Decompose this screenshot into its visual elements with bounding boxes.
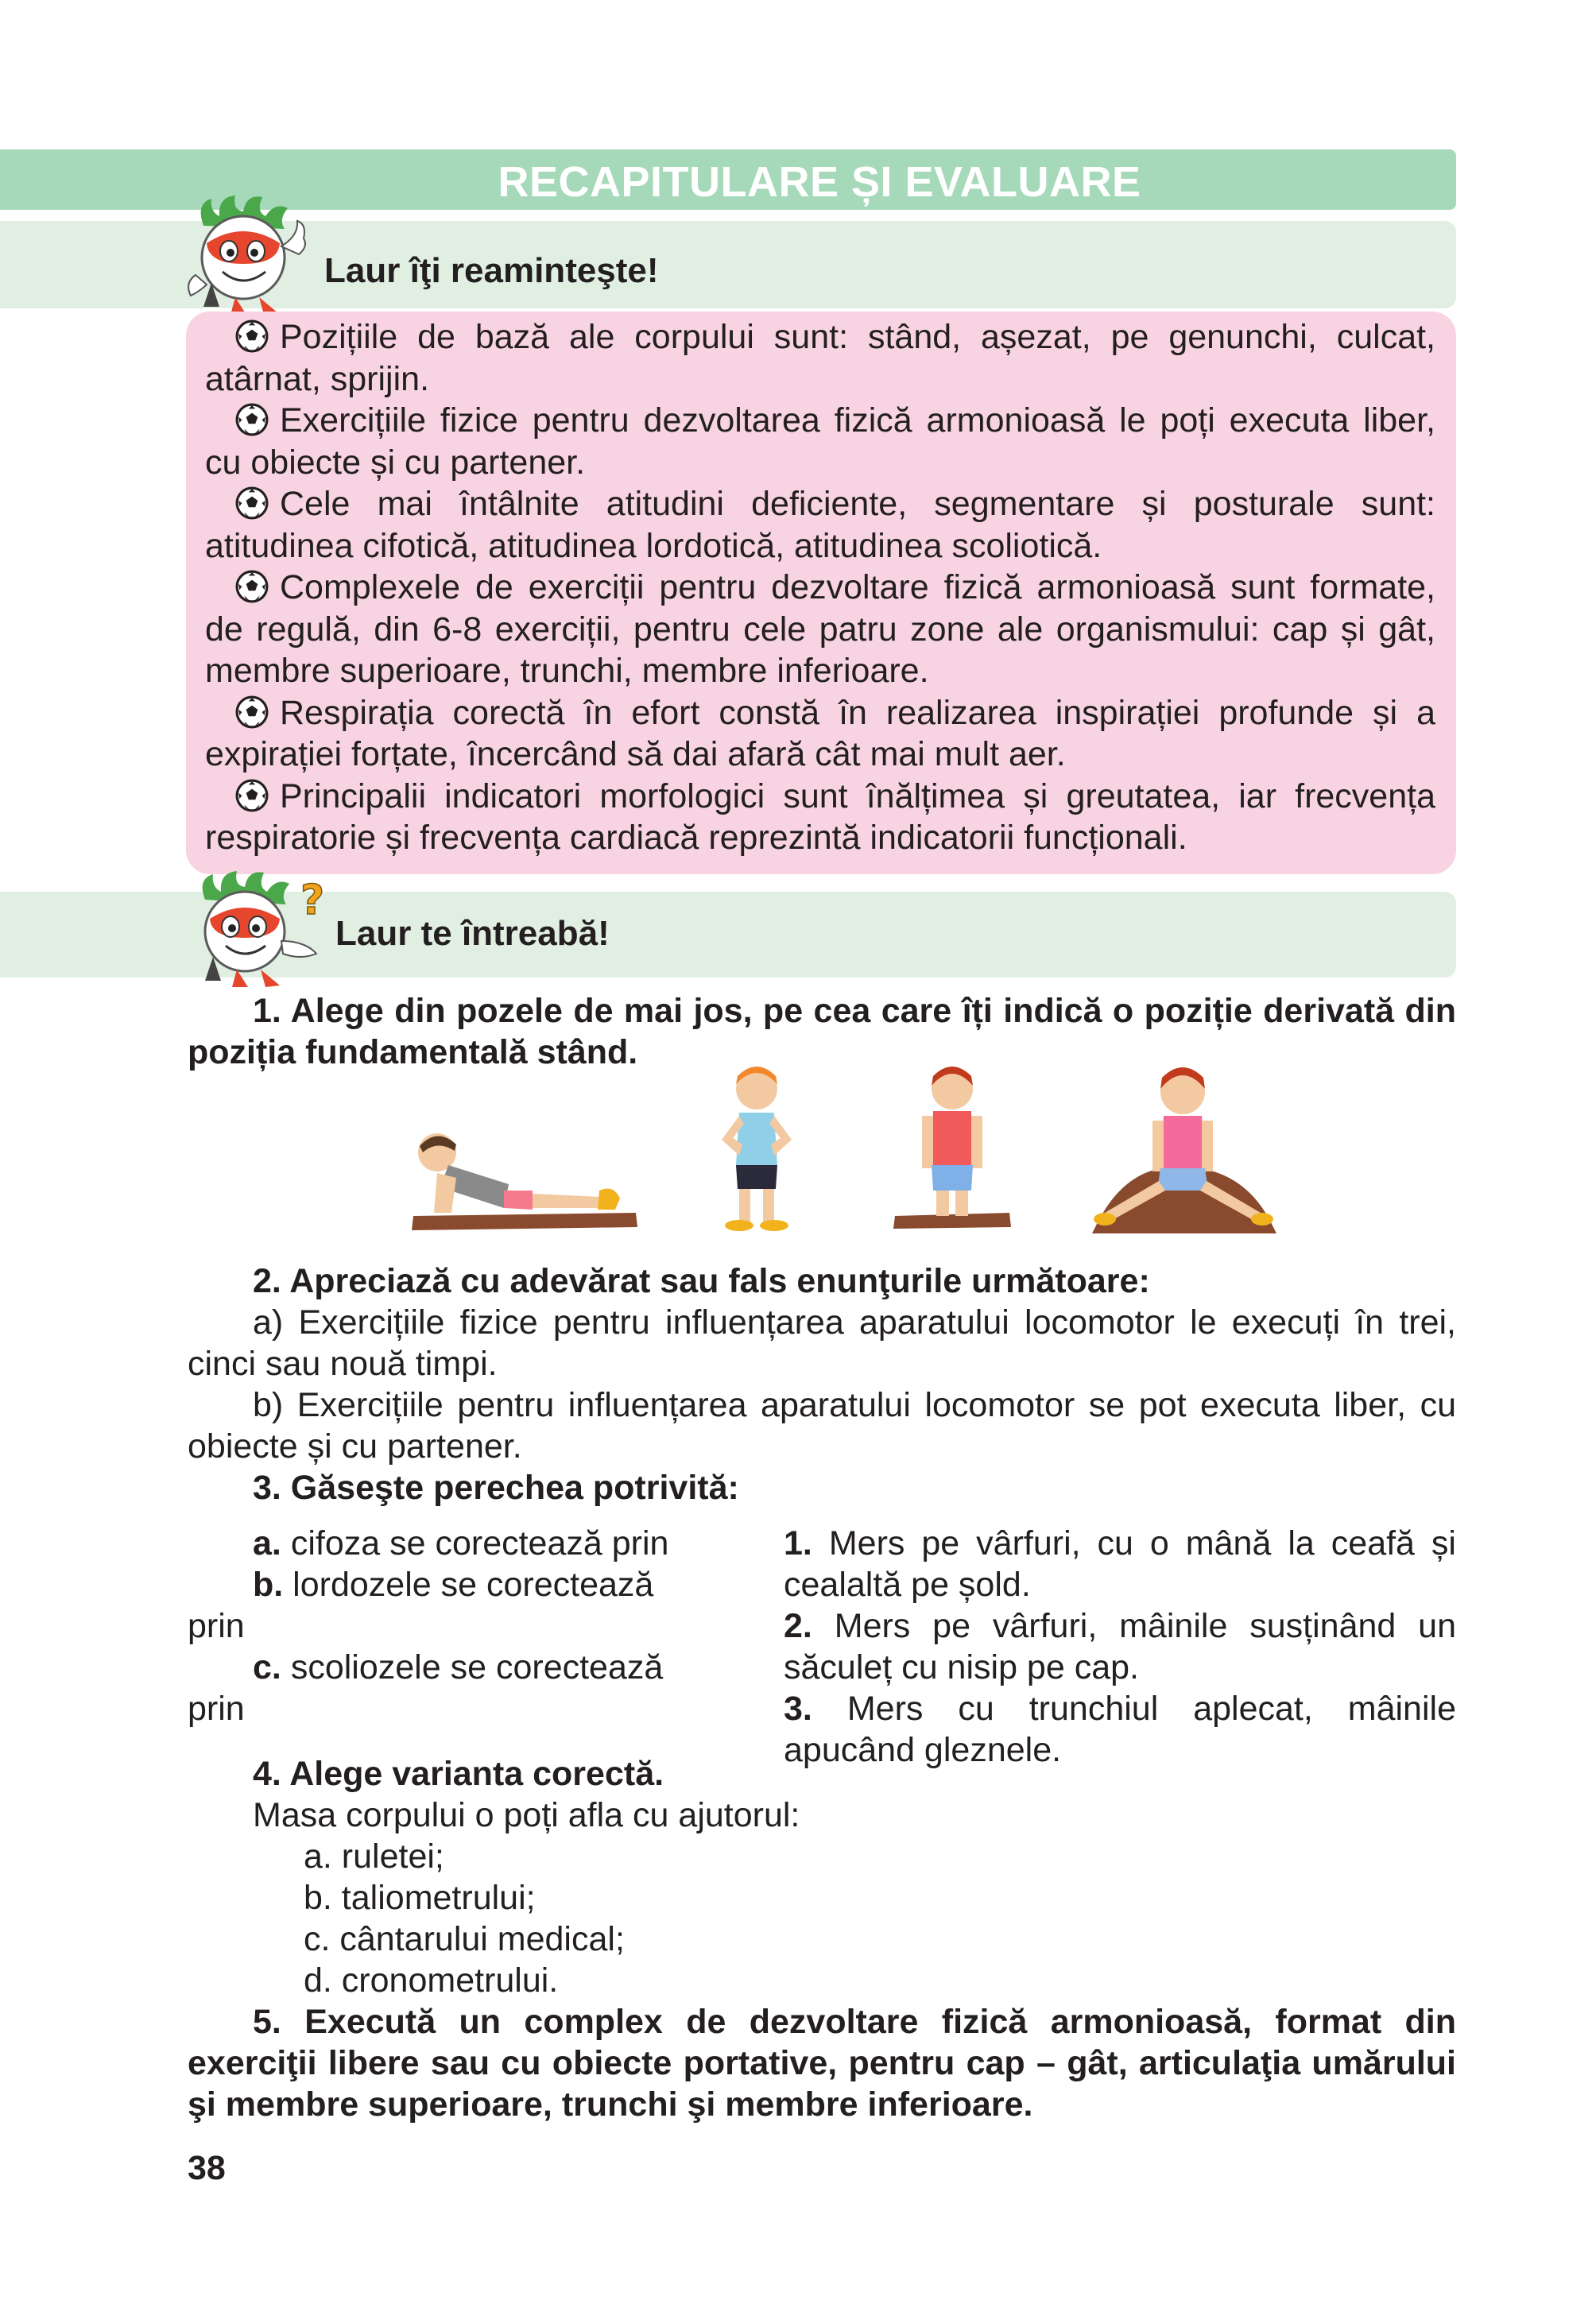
list-item: a. cifoza se corectează prin xyxy=(253,1524,669,1562)
list-item: 3. Mers cu trunchiul aplecat, mâinile apucând gleznele. xyxy=(784,1690,1456,1769)
list-item: Complexele de exerciții pentru dezvoltare fizică armonioasă sunt formate, de regulă, din 6-8 exerciții, pentru cele patru zone ale organismului: cap și gât, membre superioare, trunchi, membre inferioare. xyxy=(205,568,1435,690)
soccer-ball-icon xyxy=(235,486,269,520)
mascot-laur-question-icon xyxy=(181,865,332,992)
list-item: b. taliometrului; xyxy=(304,1879,536,1917)
page-title: RECAPITULARE ȘI EVALUARE xyxy=(498,158,1141,206)
question-5-text: 5. Execută un complex de dezvoltare fizică armonioasă, format din exerciţii libere sau cu obiecte portative, pentru cap – gât, articulaţia umărului şi membre superioare, trunchi şi membre inferioare. xyxy=(188,2003,1456,2124)
reminder-box xyxy=(186,312,1456,874)
question-1-text: 1. Alege din pozele de mai jos, pe cea care îți indică o poziție derivată din poziția fundamentală stând. xyxy=(188,992,1456,1071)
question-2-title: 2. Apreciază cu adevărat sau fals enunţurile următoare: xyxy=(253,1262,1150,1300)
list-item: a. ruletei; xyxy=(304,1837,444,1876)
list-item: Pozițiile de bază ale corpului sunt: stând, așezat, pe genunchi, culcat, atârnat, sprijin. xyxy=(205,318,1435,398)
question-4-title: 4. Alege varianta corectă. xyxy=(253,1755,664,1793)
figure-standing-attention xyxy=(893,1067,1011,1229)
list-item: Cele mai întâlnite atitudini deficiente, segmentare și posturale sunt: atitudinea cifotică, atitudinea lordotică, atitudinea scoliotică. xyxy=(205,485,1435,565)
list-item: Respirația corectă în efort constă în realizarea inspirației profunde și a expirației forțate, încercând să dai afară cât mai mult aer. xyxy=(205,693,1435,773)
ask-heading: Laur te întreabă! xyxy=(335,914,610,953)
list-item: Exercițiile fizice pentru dezvoltarea fizică armonioasă le poți executa liber, cu obiecte și cu partener. xyxy=(205,401,1435,482)
soccer-ball-icon xyxy=(235,319,269,353)
soccer-ball-icon xyxy=(235,403,269,436)
question-5 xyxy=(188,2001,1456,2125)
soccer-ball-icon xyxy=(235,570,269,603)
mascot-laur-icon xyxy=(180,188,315,323)
list-item: 1. Mers pe vârfuri, cu o mână la ceafă și cealaltă pe șold. xyxy=(784,1524,1456,1604)
question-4 xyxy=(188,1753,982,2001)
page-number: 38 xyxy=(188,2149,226,2187)
position-figures xyxy=(405,1057,1304,1240)
list-item: d. cronometrului. xyxy=(304,1961,559,2000)
list-item: c. cântarului medical; xyxy=(304,1920,625,1958)
list-item: c. scoliozele se corectează prin xyxy=(188,1648,664,1728)
question-2-statement-b: b) Exercițiile pentru influențarea aparatului locomotor se pot executa liber, cu obiecte și cu partener. xyxy=(188,1386,1456,1466)
question-3-title: 3. Găseşte perechea potrivită: xyxy=(253,1469,739,1507)
svg-text:?: ? xyxy=(300,877,325,924)
question-4-intro: Masa corpului o poți afla cu ajutorul: xyxy=(253,1796,800,1834)
question-3-right-column xyxy=(784,1523,1456,1771)
figure-lying xyxy=(412,1133,637,1230)
question-2 xyxy=(188,1260,1456,1508)
question-3-left-column xyxy=(188,1523,688,1729)
soccer-ball-icon xyxy=(235,779,269,812)
figure-standing-hands-on-hips xyxy=(722,1067,792,1231)
list-item: 2. Mers pe vârfuri, mâinile susținând un săculeț cu nisip pe cap. xyxy=(784,1607,1457,1686)
soccer-ball-icon xyxy=(235,695,269,729)
figure-seated-straddle xyxy=(1092,1067,1276,1233)
remember-heading: Laur îţi reaminteşte! xyxy=(324,251,659,290)
list-item: b. lordozele se corectează prin xyxy=(188,1566,654,1645)
list-item: Principalii indicatori morfologici sunt înălțimea și greutatea, iar frecvența respiratorie și frecvența cardiacă reprezintă indicatorii funcționali. xyxy=(205,776,1435,857)
question-2-statement-a: a) Exercițiile fizice pentru influențarea aparatului locomotor le execuți în trei, cinci sau nouă timpi. xyxy=(188,1303,1456,1383)
